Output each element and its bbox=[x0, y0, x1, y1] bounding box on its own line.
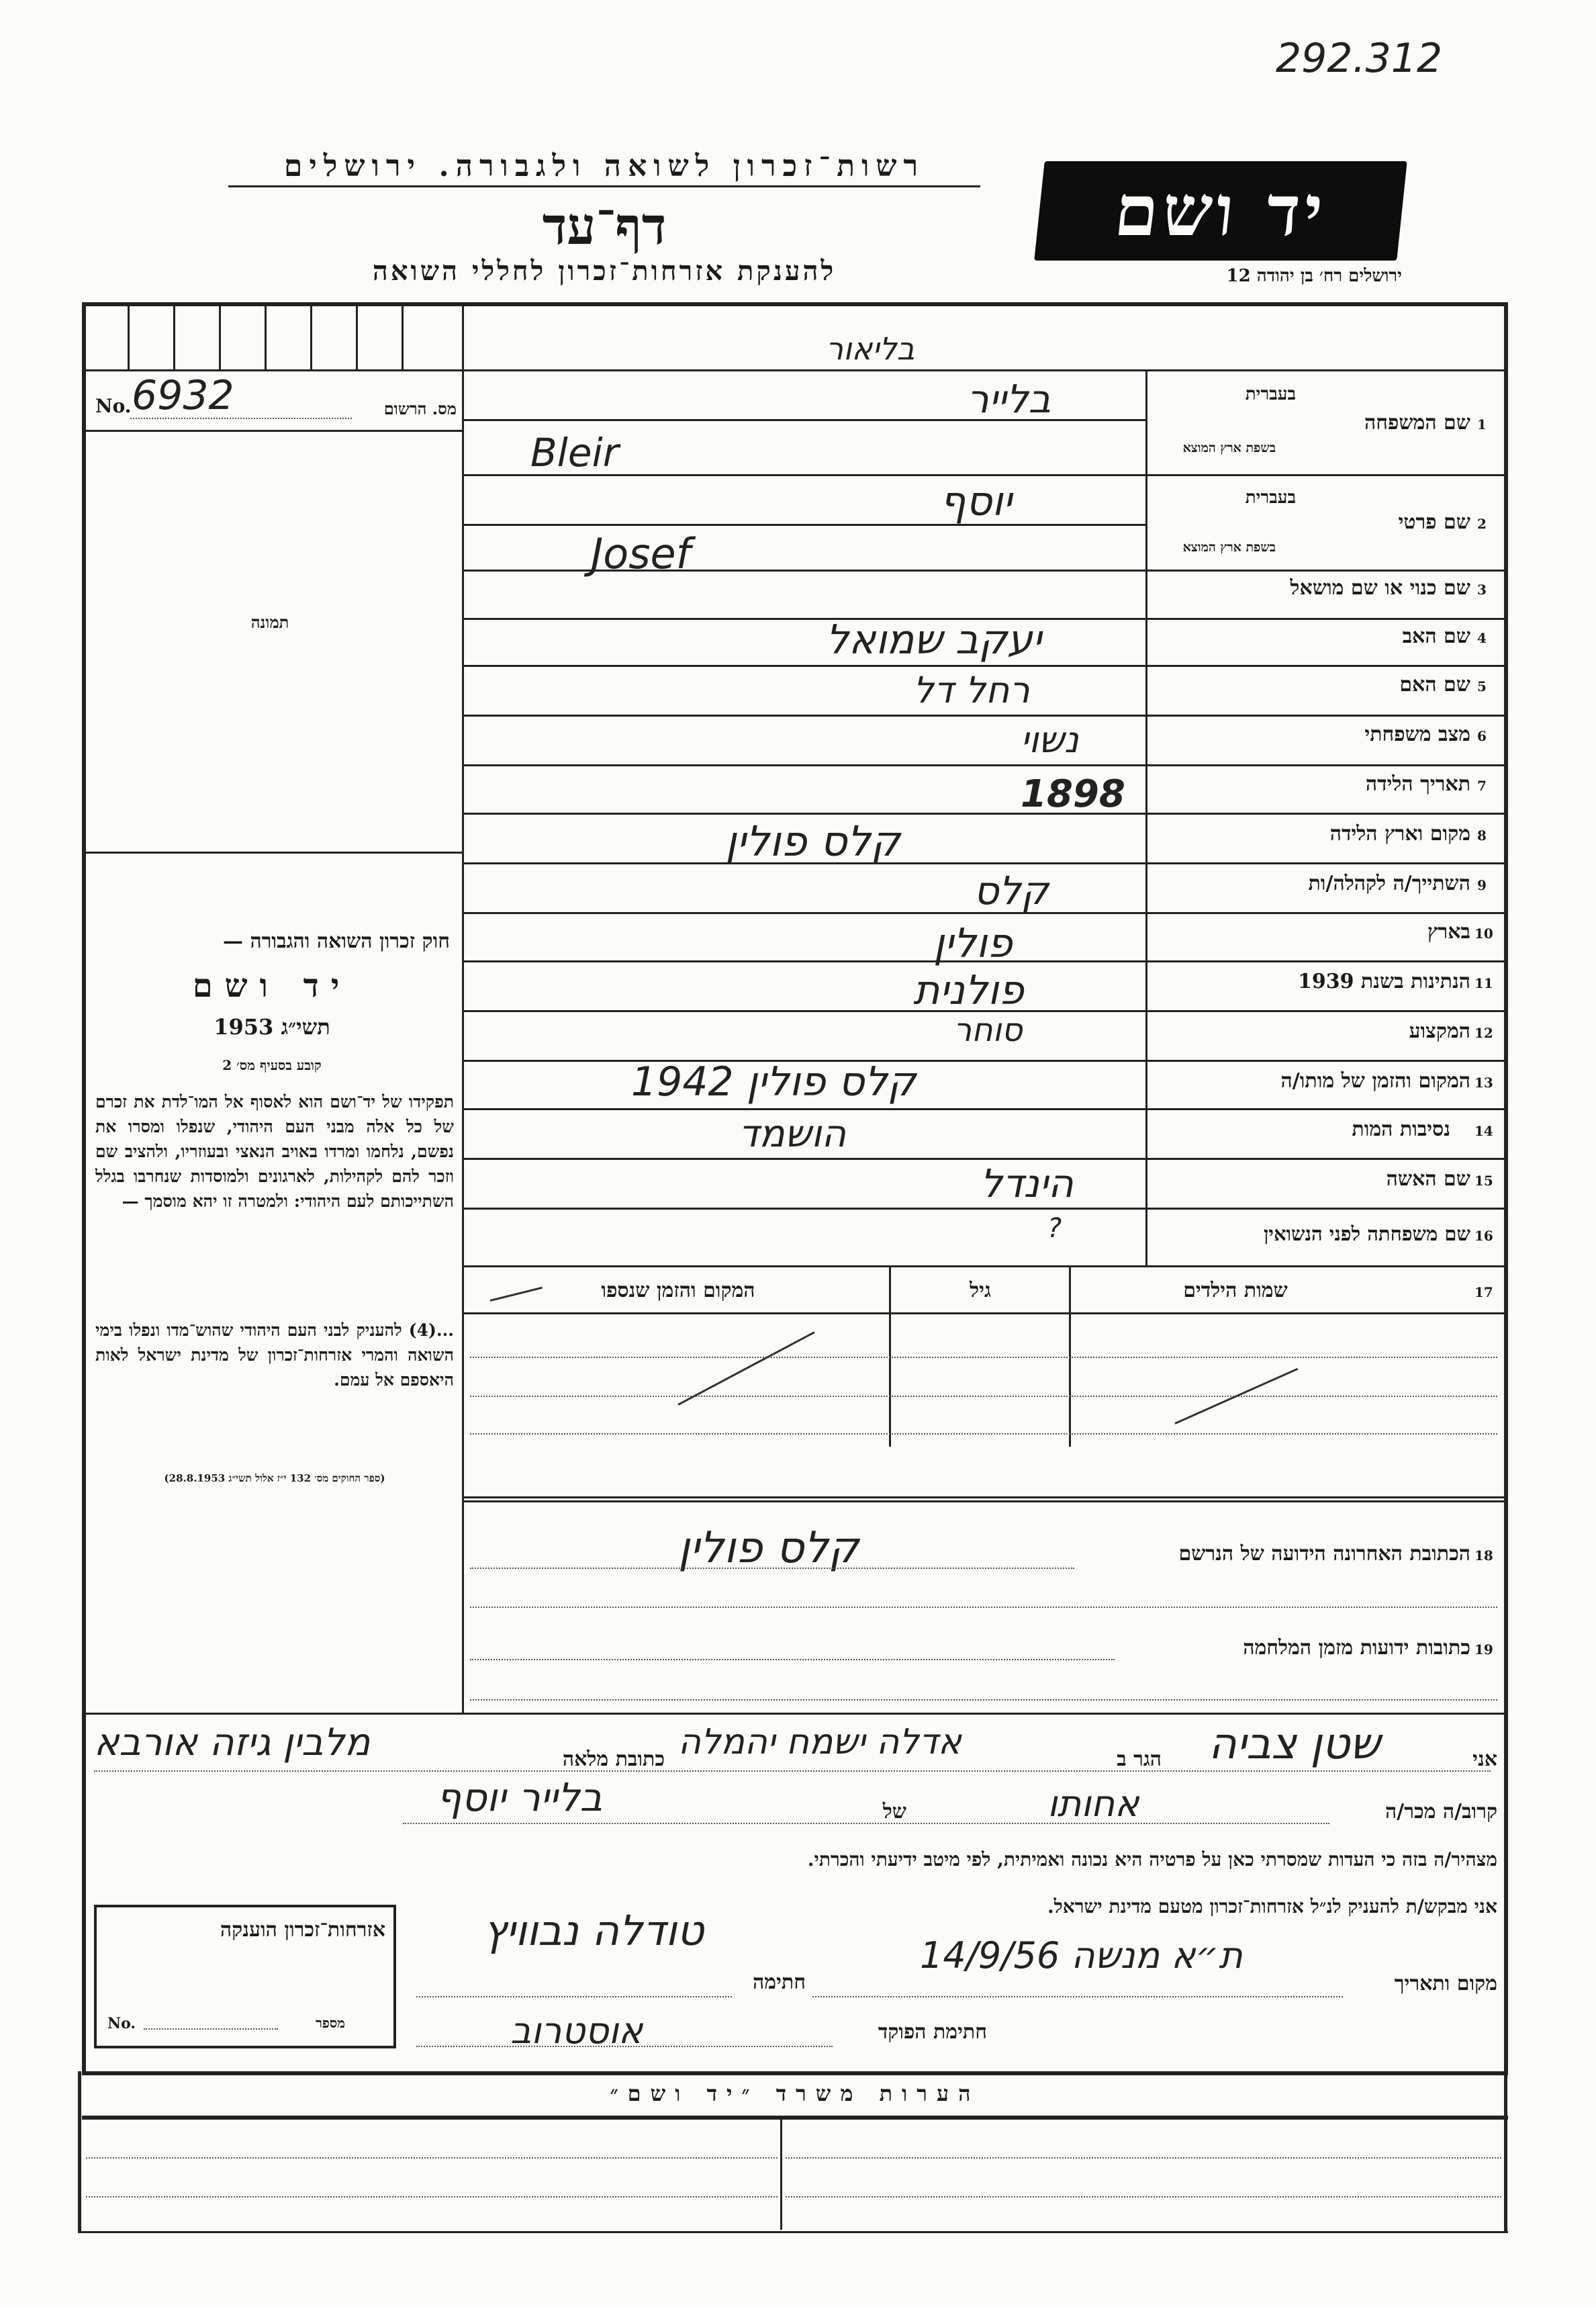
field-13-value: קלס פולין 1942 bbox=[631, 1058, 917, 1105]
field-6-value: נשוי bbox=[1021, 719, 1079, 761]
field-9-number: 9 bbox=[1477, 877, 1487, 893]
law-clause: קובע בסעיף מס׳ 2 bbox=[222, 1057, 322, 1073]
field-4-value: יעקב שמואל bbox=[826, 617, 1042, 664]
place-date-value: ת״א מנשה 14/9/56 bbox=[920, 1934, 1243, 1977]
field-15-value: הינדל bbox=[980, 1161, 1074, 1206]
declaration-1: מצהיר/ה בזה כי העדות שמסרתי כאן על פרטיה היא נכונה ואמיתית, לפי מיטב ידיעתי והכרתי. bbox=[807, 1848, 1497, 1870]
field-2-sub-origin: בשפת ארץ המוצא bbox=[1182, 540, 1276, 555]
field-6-number: 6 bbox=[1477, 728, 1487, 744]
field-7-label: תאריך הלידה bbox=[1365, 772, 1470, 796]
strip-bottom bbox=[82, 369, 463, 371]
authority-title: רשות־זכרון לשואה ולגבורה. ירושלים bbox=[283, 149, 925, 183]
field-14-number: 14 bbox=[1474, 1123, 1493, 1139]
field-7-value: 1898 bbox=[1021, 772, 1125, 816]
field-19-number: 19 bbox=[1474, 1641, 1493, 1658]
notes-right-edge bbox=[1504, 2071, 1507, 2232]
field-16-value: ? bbox=[1047, 1213, 1062, 1244]
citizenship-box-title: אזרחות־זכרון הוענקה bbox=[220, 1918, 385, 1942]
field-10-label: בארץ bbox=[1427, 920, 1470, 944]
field-13-label: המקום והזמן של מותו/ה bbox=[1280, 1069, 1470, 1093]
field-3-number: 3 bbox=[1477, 582, 1487, 598]
declarant-full-address: מלבין גיזה אורבא bbox=[94, 1721, 371, 1764]
notes-left-edge bbox=[78, 2071, 81, 2232]
field-15-number: 15 bbox=[1474, 1173, 1493, 1189]
field-16-label: שם משפחתה לפני הנשואין bbox=[1264, 1222, 1470, 1245]
relative-label: קרוב/ה מכר/ה bbox=[1385, 1800, 1497, 1823]
children-col-age: גיל bbox=[970, 1279, 991, 1302]
office-notes-title: הערות משרד ״יד ושם״ bbox=[610, 2081, 980, 2106]
full-address-label: כתובת מלאה bbox=[562, 1748, 665, 1771]
officer-signature-label: חתימת הפוקד bbox=[878, 2020, 987, 2044]
registration-label: מס. הרשום bbox=[383, 399, 457, 418]
declarant-name: שטן צביה bbox=[1209, 1719, 1380, 1769]
label-column-divider bbox=[1145, 369, 1147, 1266]
form-title: דף־עד bbox=[542, 196, 667, 256]
law-name: יד ושם bbox=[192, 967, 352, 1005]
children-col-names: שמות הילדים bbox=[1183, 1279, 1288, 1302]
field-16-number: 16 bbox=[1474, 1228, 1493, 1244]
notes-divider bbox=[780, 2116, 782, 2230]
field-14-label: נסיבות המות bbox=[1352, 1118, 1450, 1141]
frame-top bbox=[82, 302, 1508, 306]
notes-bottom bbox=[78, 2231, 1508, 2233]
field-19-label: כתובות ידועות מזמן המלחמה bbox=[1243, 1636, 1470, 1660]
field-1-value-origin: Bleir bbox=[530, 430, 619, 476]
main-section-bottom bbox=[82, 1713, 1508, 1715]
registration-number: 6932 bbox=[132, 372, 234, 419]
field-10-value: פולין bbox=[933, 920, 1013, 967]
children-table-bottom bbox=[463, 1496, 1507, 1498]
field-12-number: 12 bbox=[1474, 1025, 1493, 1041]
registration-prefix: No. bbox=[95, 395, 132, 417]
field-2-number: 2 bbox=[1477, 516, 1487, 532]
field-8-label: מקום וארץ הלידה bbox=[1329, 822, 1470, 846]
declarant-relation: אחותו bbox=[1047, 1782, 1139, 1825]
signature-label: חתימה bbox=[753, 1971, 806, 1994]
declarant-resident-label: הגר ב bbox=[1117, 1748, 1162, 1771]
declaration-2: אני מבקש/ת להעניק לנ״ל אזרחות־זכרון מטעם מדינת ישראל. bbox=[1047, 1895, 1497, 1917]
field-2-value-origin: Josef bbox=[591, 529, 691, 578]
field-7-number: 7 bbox=[1477, 778, 1487, 794]
field-1-sub-origin: בשפת ארץ המוצא bbox=[1182, 441, 1276, 455]
declarant-of-name: בלייר יוסף bbox=[436, 1774, 603, 1820]
field-12-label: המקצוע bbox=[1409, 1020, 1470, 1043]
field-10-number: 10 bbox=[1474, 925, 1493, 942]
field-15-label: שם האשה bbox=[1386, 1167, 1470, 1191]
law-text-purpose: תפקידו של יד־ושם הוא לאסוף אל המו־לדת את זכרם של כל אלה מבני העם היהודי, שנפלו ומסרו את נפשם, נלחמו ומרדו באויב הנאצי ובעוזריו, ולהציב שם וזכר להם לקהילות, לארגונים ולמוסדות שנחרבו בגלל השתייכותם לעם היהודי: ולמטרה זו יהא מוסמך — bbox=[95, 1092, 454, 1211]
declarant-signature: טודלה נבוויץ bbox=[483, 1906, 704, 1955]
field-18-value: קלס פולין bbox=[678, 1523, 859, 1573]
field-1-number: 1 bbox=[1477, 416, 1487, 433]
form-subtitle: להענקת אזרחות־זכרון לחללי השואה bbox=[372, 255, 837, 287]
field-8-value: קלס פולין bbox=[725, 817, 900, 866]
field-6-label: מצב משפחתי bbox=[1364, 723, 1470, 746]
field-9-label: השתייך/ה לקהלה/ות bbox=[1308, 872, 1470, 895]
field-3-label: שם כנוי או שם מושאל bbox=[1290, 576, 1470, 600]
law-source: (ספר החוקים מס׳ 132 י״ז אלול תשי״ג 28.8.1953) bbox=[164, 1472, 385, 1484]
place-date-label: מקום ותאריך bbox=[1394, 1972, 1497, 1995]
citizenship-box-number-label: מספר bbox=[316, 2015, 345, 2031]
field-5-label: שם האם bbox=[1399, 673, 1470, 696]
field-18-label: הכתובת האחרונה הידועה של הנרשם bbox=[1178, 1542, 1470, 1566]
declarant-i-label: אני bbox=[1472, 1748, 1497, 1771]
notes-top-2 bbox=[82, 2116, 1508, 2120]
field-11-label: הנתינות בשנת 1939 bbox=[1297, 970, 1470, 993]
authority-underline bbox=[228, 185, 980, 187]
citizenship-box bbox=[94, 1905, 396, 2048]
field-1-label: שם המשפחה bbox=[1364, 411, 1470, 435]
law-title: חוק זכרון השואה והגבורה — bbox=[223, 930, 450, 953]
field-13-number: 13 bbox=[1474, 1075, 1493, 1091]
logo-address: ירושלים רח׳ בן יהודה 12 bbox=[1226, 266, 1402, 286]
field-2-label: שם פרטי bbox=[1398, 510, 1470, 534]
field-14-value: הושמד bbox=[739, 1112, 847, 1156]
field-1-value-hebrew: בלייר bbox=[967, 376, 1051, 422]
field-5-number: 5 bbox=[1477, 678, 1487, 694]
field-9-value: קלס bbox=[974, 868, 1049, 913]
children-number: 17 bbox=[1474, 1284, 1493, 1300]
officer-signature: אוסטרוב bbox=[510, 2009, 643, 2052]
field-4-number: 4 bbox=[1477, 630, 1487, 646]
field-11-number: 11 bbox=[1474, 975, 1493, 991]
field-1-note: בליאור bbox=[826, 330, 915, 367]
children-col-place: המקום והזמן שנספו bbox=[601, 1279, 755, 1302]
field-12-value: סוחר bbox=[953, 1011, 1023, 1049]
law-year: תשי״ג 1953 bbox=[214, 1014, 330, 1040]
field-2-sub-hebrew: בעברית bbox=[1245, 488, 1296, 508]
photo-label: תמונה bbox=[250, 613, 289, 632]
field-2-value-hebrew: יוסף bbox=[940, 478, 1013, 525]
yad-vashem-logo bbox=[1034, 161, 1407, 261]
frame-right bbox=[1504, 302, 1508, 2075]
of-label: של bbox=[882, 1800, 906, 1823]
frame-left bbox=[82, 302, 86, 2075]
field-5-value: רחל דל bbox=[913, 669, 1030, 711]
field-1-sub-hebrew: בעברית bbox=[1245, 384, 1296, 404]
declarant-address-mid: אדלה ישמח יהמלה bbox=[678, 1722, 961, 1762]
field-4-label: שם האב bbox=[1402, 625, 1470, 648]
archive-number: 292.312 bbox=[1276, 35, 1443, 82]
field-11-value: פולנית bbox=[913, 967, 1024, 1014]
logo-text: יד ושם bbox=[1111, 169, 1331, 252]
field-8-number: 8 bbox=[1477, 827, 1487, 844]
citizenship-box-no: No. bbox=[107, 2015, 136, 2032]
notes-top-1 bbox=[82, 2071, 1508, 2075]
children-strike-1 bbox=[677, 1331, 814, 1406]
field-19-value-line bbox=[470, 1659, 1115, 1660]
photo-box-bottom bbox=[82, 852, 463, 854]
field-18-number: 18 bbox=[1474, 1547, 1493, 1564]
law-text-clause-4: ...(4) להעניק לבני העם היהודי שהוש־מדו ונפלו בימי השואה והמרי אזרחות־זכרון של מדינת ישראל לאות היאספם אל עמם. bbox=[95, 1320, 454, 1390]
